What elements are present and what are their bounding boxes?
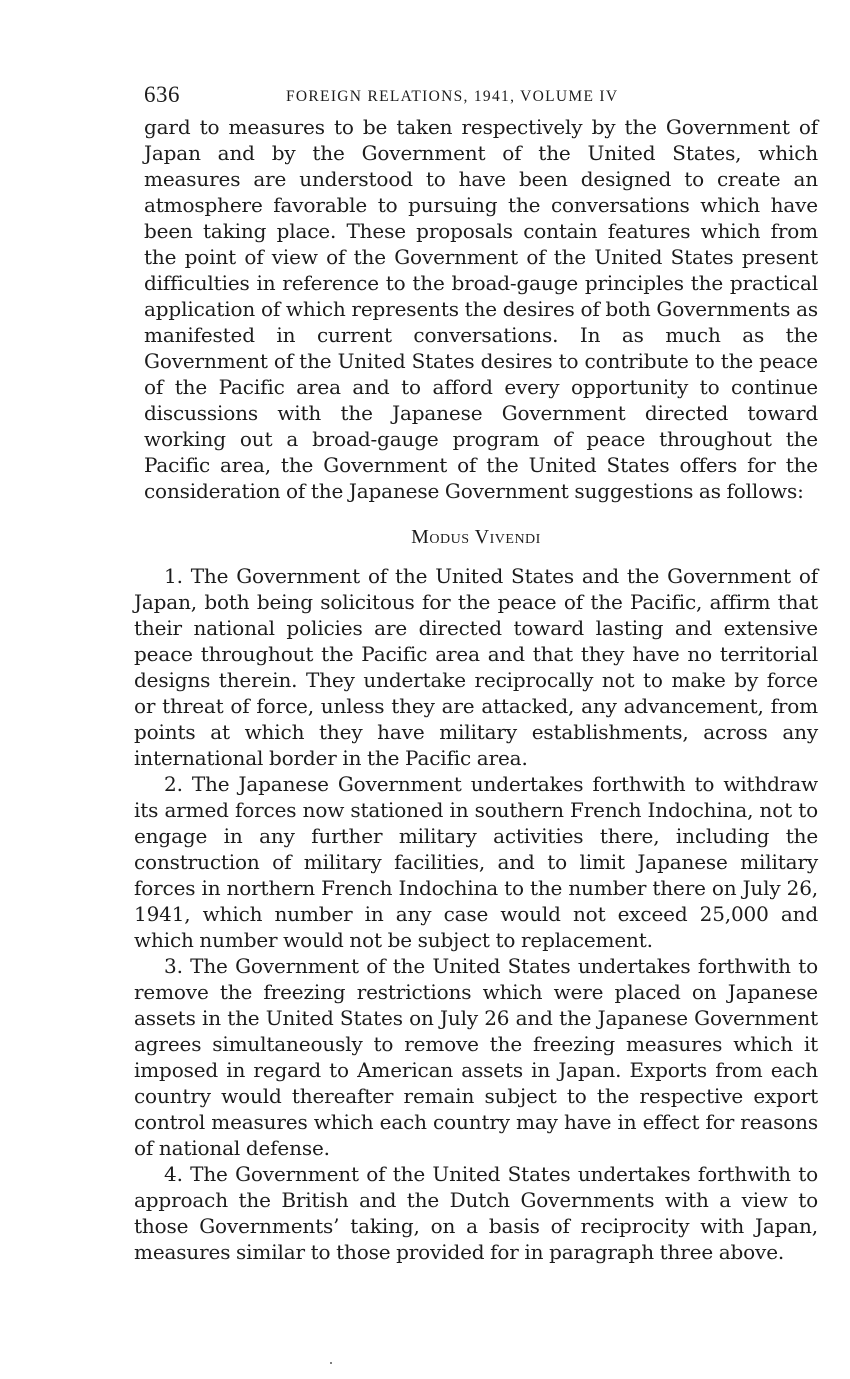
intro-paragraph: gard to measures to be taken respectively by the Government of Japan and by the Government of the United States, which measures are understood to have been designed to create an atmosphere favorable to pursuing the conversations which have been taking place. These proposals contain features which from the point of view of the Government of the United States present difficulties in reference to the broad-gauge principles the practical application of which represents the desires of both Governments as manifested in current conversations. In as much as the Government of the United States desires to contribute to the peace of the Pacific area and to afford every opportunity to continue discussions with the Japanese Government directed toward working out a broad-gauge program of peace throughout the Pacific area, the Government of the United States offers for the consideration of the Japanese Government suggestions as follows: xyxy=(144,115,818,503)
paragraph-3: 3. The Government of the United States undertakes forthwith to remove the freezing restrictions which were placed on Japanese assets in the United States on July 26 and the Japanese Government agrees simultaneously to remove the freezing measures which it imposed in regard to American assets in Japan. Exports from each country would thereafter remain subject to the respective export control measures which each country may have in effect for reasons of national defense. xyxy=(134,954,818,1160)
scan-speck xyxy=(330,1362,332,1364)
page-number: 636 xyxy=(144,82,180,107)
section-heading: Modus Vivendi xyxy=(411,526,541,548)
paragraph-1: 1. The Government of the United States and the Government of Japan, both being solicitous for the peace of the Pacific, affirm that their national policies are directed toward lasting and extensive peace throughout the Pacific area and that they have no territorial designs therein. They undertake reciprocally not to make by force or threat of force, unless they are attacked, any advancement, from points at which they have military establishments, across any international border in the Pacific area. xyxy=(134,564,818,770)
header-title: FOREIGN RELATIONS, 1941, VOLUME IV xyxy=(286,88,619,105)
paragraph-4: 4. The Government of the United States undertakes forthwith to approach the British and the Dutch Governments with a view to those Governments’ taking, on a basis of reciprocity with Japan, measures similar to those provided for in paragraph three above. xyxy=(134,1162,818,1264)
paragraph-2: 2. The Japanese Government undertakes forthwith to withdraw its armed forces now stationed in southern French Indochina, not to engage in any further military activities there, including the construction of military facilities, and to limit Japanese military forces in northern French Indochina to the number there on July 26, 1941, which number in any case would not exceed 25,000 and which number would not be subject to replacement. xyxy=(134,772,818,952)
running-head xyxy=(134,80,818,114)
document-page xyxy=(134,80,818,1265)
